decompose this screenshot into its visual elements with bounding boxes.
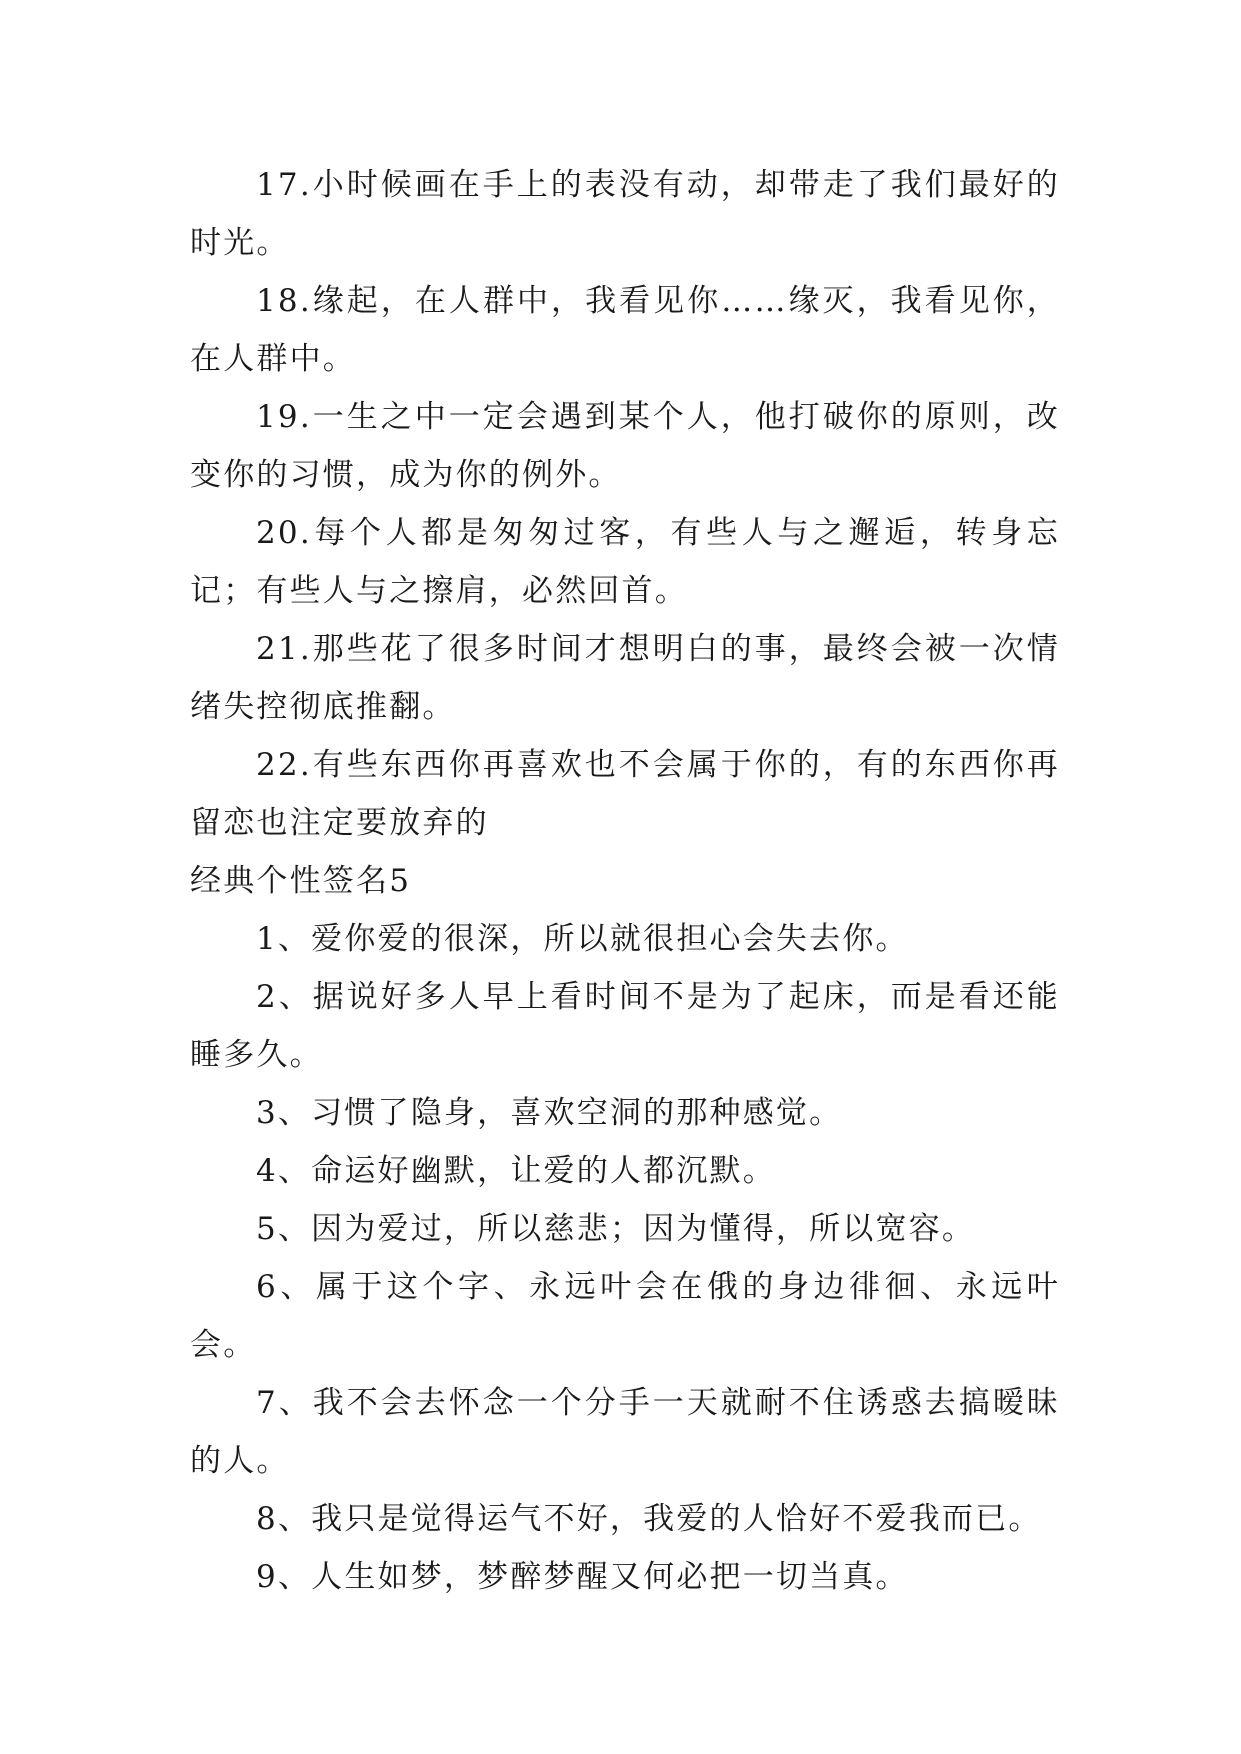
list-item: 4、命运好幽默，让爱的人都沉默。 [256,1153,776,1189]
list-item: 2、据说好多人早上看时间不是为了起床，而是看还能睡多久。 [190,979,1060,1073]
list-item: 21.那些花了很多时间才想明白的事，最终会被一次情绪失控彻底推翻。 [190,631,1060,725]
list-item: 8、我只是觉得运气不好，我爱的人恰好不爱我而已。 [256,1501,1042,1537]
list-item: 9、人生如梦，梦醉梦醒又何必把一切当真。 [256,1559,909,1595]
list-item: 22.有些东西你再喜欢也不会属于你的，有的东西你再留恋也注定要放弃的 [190,747,1060,841]
section-title: 经典个性签名5 [190,863,412,899]
list-item: 3、习惯了隐身，喜欢空洞的那种感觉。 [256,1095,843,1131]
list-item: 6、属于这个字、永远叶会在俄的身边徘徊、永远叶会。 [190,1269,1060,1363]
list-item: 19.一生之中一定会遇到某个人，他打破你的原则，改变你的习惯，成为你的例外。 [190,399,1060,493]
list-item: 5、因为爱过，所以慈悲；因为懂得，所以宽容。 [256,1211,976,1247]
list-item: 20.每个人都是匆匆过客，有些人与之邂逅，转身忘记；有些人与之擦肩，必然回首。 [190,515,1060,609]
list-item: 7、我不会去怀念一个分手一天就耐不住诱惑去搞暧昧的人。 [190,1385,1060,1479]
list-item: 1、爱你爱的很深，所以就很担心会失去你。 [256,921,909,957]
list-item: 17.小时候画在手上的表没有动，却带走了我们最好的时光。 [190,167,1060,261]
document-body [190,156,1060,1606]
list-item: 18.缘起，在人群中，我看见你……缘灭，我看见你，在人群中。 [190,283,1060,377]
